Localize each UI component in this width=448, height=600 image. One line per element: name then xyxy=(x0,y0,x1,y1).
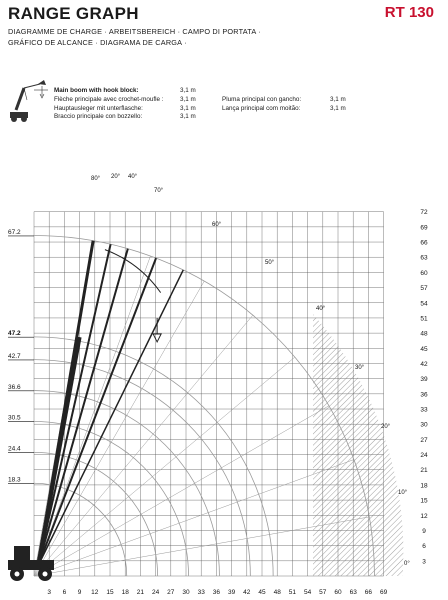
y-tick-label: 39 xyxy=(420,376,428,384)
angle-label: 20° xyxy=(381,424,391,430)
angle-ray xyxy=(34,357,295,576)
x-tick-label: 18 xyxy=(121,589,129,596)
legend-left-label-2: Hauptausleger mit unterflasche: xyxy=(54,105,143,112)
x-tick-label: 3 xyxy=(47,589,52,596)
angle-ray xyxy=(34,281,204,576)
y-tick-label: 6 xyxy=(422,543,426,551)
x-tick-label: 12 xyxy=(91,589,99,596)
y-tick-label: 24 xyxy=(420,452,428,460)
angle-label: 80° xyxy=(91,176,101,182)
x-tick-label: 51 xyxy=(288,589,297,596)
y-tick-label: 54 xyxy=(420,300,428,308)
y-tick-label: 42 xyxy=(420,360,428,368)
boom-length-label: 42.7 xyxy=(8,352,21,360)
y-tick-label: 69 xyxy=(420,224,428,232)
legend-left-value-0: 3,1 m xyxy=(180,87,196,94)
boom-length-label: 67.2 xyxy=(8,228,21,236)
y-tick-label: 3 xyxy=(422,558,426,566)
boom-length-label: 30.5 xyxy=(8,414,21,422)
angle-label: 0° xyxy=(404,561,410,567)
x-tick-label: 33 xyxy=(197,589,205,596)
y-tick-label: 21 xyxy=(420,467,428,475)
x-tick-label: 45 xyxy=(258,589,266,596)
x-tick-label: 57 xyxy=(319,589,327,596)
boom-position xyxy=(38,270,183,566)
angle-ray xyxy=(34,315,253,576)
y-tick-label: 72 xyxy=(420,209,428,217)
y-tick-label: 45 xyxy=(420,345,428,353)
y-tick-label: 57 xyxy=(420,285,428,293)
x-tick-label: 36 xyxy=(212,589,221,596)
x-tick-label: 21 xyxy=(136,589,145,596)
x-tick-label: 48 xyxy=(273,589,281,596)
angle-label: 20° xyxy=(111,174,121,180)
boom-length-label: 24.4 xyxy=(8,445,21,453)
y-tick-label: 18 xyxy=(420,482,428,490)
x-tick-label: 60 xyxy=(334,589,342,596)
angle-label: 30° xyxy=(355,365,365,371)
x-tick-label: 63 xyxy=(349,589,357,596)
legend-left-label-1: Flèche principale avec crochet-moufle : xyxy=(54,96,164,103)
crane-carrier-icon xyxy=(8,546,54,581)
angle-label: 40° xyxy=(316,306,326,312)
boom-length-label: 47.2 xyxy=(8,330,21,338)
subtitle-line-2: GRÁFICO DE ALCANCE · DIAGRAMA DE CARGA · xyxy=(8,38,187,47)
x-tick-label: 30 xyxy=(182,589,190,596)
angle-label: 70° xyxy=(154,188,164,194)
x-tick-label: 42 xyxy=(243,589,251,596)
y-tick-label: 27 xyxy=(420,436,428,444)
angle-label: 10° xyxy=(398,490,408,496)
x-tick-label: 24 xyxy=(151,589,160,596)
y-tick-label: 30 xyxy=(420,421,428,429)
angle-ray xyxy=(34,256,150,576)
y-tick-label: 12 xyxy=(420,512,428,520)
boom-length-label: 36.6 xyxy=(8,383,21,391)
hatched-region xyxy=(313,300,413,576)
y-tick-label: 60 xyxy=(420,269,428,277)
page-title: RANGE GRAPH xyxy=(8,4,139,23)
x-tick-label: 9 xyxy=(77,589,82,596)
y-tick-label: 48 xyxy=(420,330,428,338)
legend-left-label-0: Main boom with hook block: xyxy=(54,87,139,94)
y-tick-label: 63 xyxy=(420,254,428,262)
y-tick-label: 66 xyxy=(420,239,428,247)
legend-left-value-2: 3,1 m xyxy=(180,105,196,112)
legend-left-value-3: 3,1 m xyxy=(180,113,196,120)
x-tick-label: 66 xyxy=(364,589,373,596)
legend-right-label-1: Lança principal com moitão: xyxy=(222,105,301,112)
y-tick-label: 15 xyxy=(420,497,428,505)
x-tick-label: 15 xyxy=(106,589,114,596)
x-tick-label: 54 xyxy=(303,589,312,596)
x-tick-label: 39 xyxy=(227,589,236,596)
legend-left-value-1: 3,1 m xyxy=(180,96,196,103)
legend-right-value-0: 3,1 m xyxy=(330,96,346,103)
angle-label: 60° xyxy=(212,222,222,228)
x-tick-label: 69 xyxy=(379,589,388,596)
x-tick-label: 6 xyxy=(62,589,67,596)
model-name: RT 130 xyxy=(384,4,434,21)
legend-right-value-1: 3,1 m xyxy=(330,105,346,112)
y-tick-label: 9 xyxy=(422,527,426,535)
boom-tip-arc xyxy=(105,250,161,293)
angle-ray xyxy=(34,406,329,576)
angle-label: 50° xyxy=(265,260,275,266)
x-tick-label: 27 xyxy=(167,589,175,596)
legend-right-label-0: Pluma principal con gancho: xyxy=(222,96,302,103)
angle-label: 40° xyxy=(128,174,138,180)
y-tick-label: 33 xyxy=(420,406,428,414)
boom-positions xyxy=(38,241,183,566)
subtitle-line-1: DIAGRAMME DE CHARGE · ARBEITSBEREICH · CAMPO DI PORTATA · xyxy=(8,27,261,36)
y-tick-label: 36 xyxy=(420,391,428,399)
y-tick-label: 51 xyxy=(420,315,428,323)
legend-left-label-3: Braccio principale con bozzello: xyxy=(54,113,143,120)
boom-base-section xyxy=(38,337,80,566)
boom-length-label: 18.3 xyxy=(8,476,21,484)
